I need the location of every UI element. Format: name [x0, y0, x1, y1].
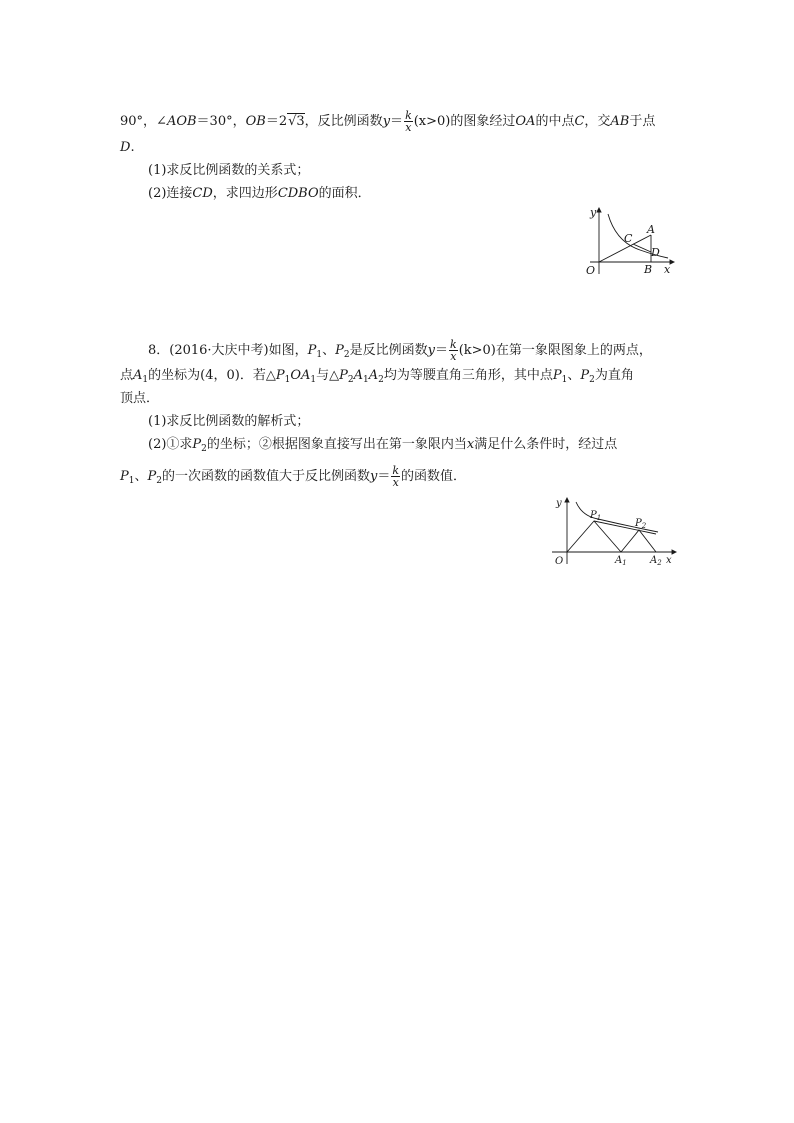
- y-arrow: [597, 208, 601, 212]
- denominator: x: [392, 476, 399, 489]
- fraction-k-over-x: [391, 465, 400, 488]
- denominator: x: [405, 121, 412, 134]
- p7-figure: [580, 202, 680, 278]
- text: (2)连接: [148, 186, 193, 201]
- subscript: 1: [561, 375, 568, 385]
- subscript: 1: [310, 375, 317, 385]
- text: 点: [120, 368, 134, 383]
- text: .: [130, 140, 135, 155]
- equals: ＝: [390, 114, 404, 129]
- p8-line3: 顶点．: [120, 391, 160, 406]
- p8-question2a: [148, 437, 617, 453]
- text: 是反比例函数: [349, 343, 428, 358]
- p7-line2: [120, 140, 135, 156]
- equals: ＝: [377, 469, 391, 484]
- separator: 、: [134, 469, 148, 484]
- label-y: y: [590, 206, 597, 219]
- var-a: A: [133, 368, 143, 383]
- p7-line1: [120, 110, 655, 133]
- numerator: k: [392, 464, 400, 477]
- p8-question2b: [120, 465, 466, 488]
- label-o: O: [586, 264, 596, 277]
- subscript: 2: [589, 375, 595, 385]
- label-a2: [649, 555, 662, 567]
- x-arrow: [670, 260, 674, 264]
- var-a: A: [368, 368, 379, 383]
- label-sub: 1: [622, 559, 627, 567]
- label-x: x: [666, 555, 672, 566]
- label-a: A: [647, 223, 655, 236]
- text: 的一次函数的函数值大于反比例函数: [161, 469, 370, 484]
- problem-number: 8．(2016·大庆中考)如图，: [148, 343, 308, 358]
- radicand: 3: [296, 114, 305, 129]
- label-y: y: [556, 498, 562, 509]
- text: 的面积．: [318, 186, 371, 201]
- text: 的中点: [535, 114, 575, 129]
- separator: 、: [567, 368, 581, 383]
- label-sub: 1: [596, 514, 602, 522]
- text: 的坐标；②根据图象直接写出在第一象限内当: [206, 437, 467, 452]
- text: 90°，∠: [120, 114, 167, 129]
- var: AOB: [166, 114, 197, 129]
- text: 在第一象限图象上的两点，: [495, 343, 652, 358]
- var-x: x: [466, 437, 475, 452]
- numerator: k: [450, 338, 457, 351]
- text: 与△: [316, 368, 340, 383]
- label-p: P: [590, 510, 597, 521]
- subscript: 1: [142, 375, 149, 385]
- subscript: 2: [201, 444, 207, 454]
- var-p: P: [275, 368, 285, 383]
- subscript: 2: [347, 375, 354, 385]
- subscript: 1: [362, 375, 369, 385]
- var-p: P: [120, 469, 129, 484]
- var-y: y: [370, 469, 378, 484]
- subscript: 2: [378, 375, 384, 385]
- p7-question1: (1)求反比例函数的关系式；: [148, 163, 310, 178]
- p8-line1: [148, 339, 652, 362]
- p8-figure: [548, 492, 678, 568]
- label-a: A: [615, 555, 623, 566]
- label-o: O: [555, 556, 564, 567]
- var: C: [574, 114, 585, 129]
- text: 于点: [629, 114, 656, 129]
- var-p: P: [339, 368, 348, 383]
- label-x: x: [664, 263, 671, 276]
- condition: (k>0): [458, 343, 496, 358]
- var: AB: [610, 114, 630, 129]
- var-p: P: [147, 469, 157, 484]
- p8-question1: (1)求反比例函数的解析式；: [148, 414, 310, 429]
- fraction-k-over-x: [404, 110, 413, 133]
- label-p1: [589, 510, 601, 522]
- subscript: 1: [128, 476, 135, 486]
- var-p: P: [307, 343, 317, 358]
- subscript: 1: [284, 375, 291, 385]
- label-c: C: [624, 232, 633, 245]
- text: 的函数值．: [401, 469, 467, 484]
- var-p: P: [552, 368, 562, 383]
- var-y: y: [427, 343, 435, 358]
- subscript: 1: [316, 350, 323, 360]
- label-p2: [634, 518, 647, 530]
- var-y: y: [382, 114, 391, 129]
- label-d: D: [651, 246, 660, 259]
- var: OA: [515, 114, 536, 129]
- numerator: k: [405, 109, 412, 122]
- triangle-p1-o-a1: [567, 521, 621, 552]
- subscript: 2: [343, 350, 350, 360]
- var: OB: [245, 114, 266, 129]
- text: ，交: [584, 114, 611, 129]
- text: (2)①求: [148, 437, 193, 452]
- separator: 、: [322, 343, 336, 358]
- fraction-k-over-x: [449, 339, 458, 362]
- var-p: P: [335, 343, 344, 358]
- text: 均为等腰直角三角形，其中点: [383, 368, 553, 383]
- text: ，求四边形: [212, 186, 278, 201]
- x-arrow: [672, 550, 676, 554]
- text: 的坐标为(4，0)．若△: [148, 368, 276, 383]
- text: 的图象经过: [450, 114, 516, 129]
- denominator: x: [450, 350, 457, 363]
- sqrt-three: √3: [288, 114, 305, 129]
- var: CDBO: [277, 186, 319, 201]
- text: 满足什么条件时，经过点: [474, 437, 618, 452]
- label-p: P: [635, 518, 642, 529]
- label-sub: 2: [641, 522, 647, 530]
- var-a: A: [353, 368, 363, 383]
- text: 为直角: [594, 368, 634, 383]
- condition: (x>0): [413, 114, 451, 129]
- var-a: A: [300, 368, 311, 383]
- p7-question2: [148, 186, 371, 202]
- p8-line2: [120, 368, 634, 384]
- var-p: P: [580, 368, 590, 383]
- var: CD: [192, 186, 213, 201]
- y-arrow: [565, 498, 569, 502]
- text: ＝2: [265, 114, 288, 129]
- subscript: 2: [156, 476, 162, 486]
- label-a: A: [650, 555, 658, 566]
- text: ，反比例函数: [304, 114, 383, 129]
- var: D: [120, 140, 131, 155]
- label-a1: [614, 555, 627, 567]
- equals: ＝: [435, 343, 449, 358]
- text: ＝30°，: [196, 114, 246, 129]
- var-p: P: [192, 437, 202, 452]
- label-b: B: [644, 263, 653, 276]
- var-o: O: [290, 368, 301, 383]
- label-sub: 2: [657, 559, 662, 567]
